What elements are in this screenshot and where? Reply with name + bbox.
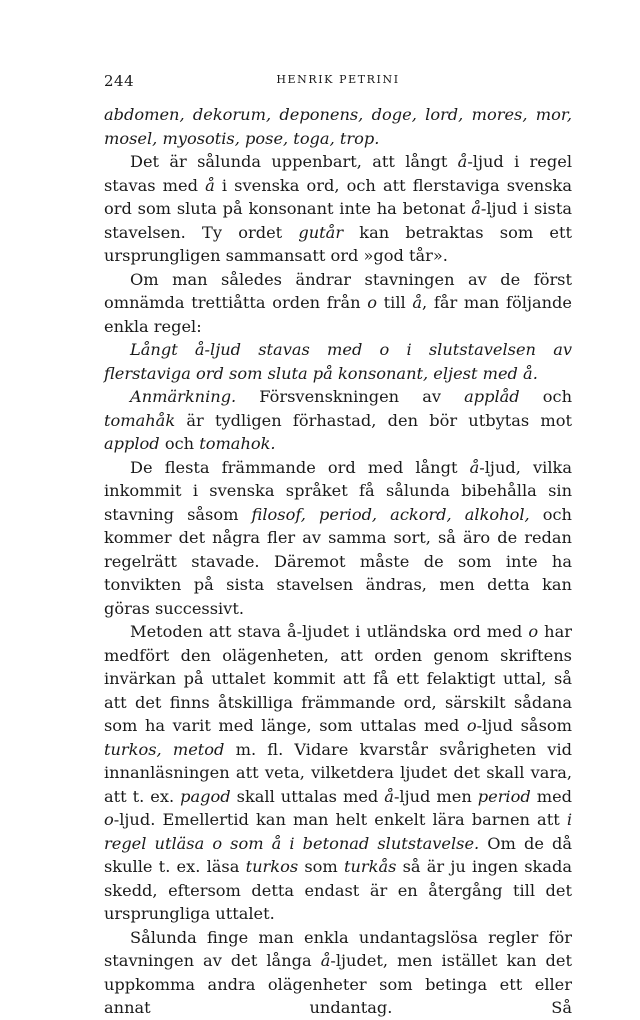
paragraph: Metoden att stava å-ljudet i utländska ord med o har medfört den olägenheten, att orden genom skriftens invärkan på uttalet kommit att få ett felaktigt uttal, så att det finns åtskilliga främmande ord, särskilt sådana som ha varit med länge, som uttalas med o-ljud såsom turkos, metod m. fl. Vidare kvarstår svårigheten vid innanläsningen att veta, vilketdera ljudet det skall vara, att t. ex. pagod skall uttalas med å-ljud men period med o-ljud. Emellertid kan man helt enkelt lära barnen att i regel utläsa o som å i betonad slutstavelse. Om de då skulle t. ex. läsa turkos som turkås så är ju ingen skada skedd, eftersom detta endast är en återgång till det ursprungliga uttalet.: [104, 622, 573, 923]
running-head: HENRIK PETRINI: [276, 73, 400, 86]
paragraph: Långt å-ljud stavas med o i slutstavelsen av flerstaviga ord som sluta på konsonant, eljest med å.: [104, 340, 572, 383]
paragraph: Anmärkning. Försvenskningen av applåd och tomahåk är tydligen förhastad, den bör utbytas mot applod och tomahok.: [104, 387, 573, 453]
page-number: 244: [104, 72, 135, 90]
paragraph: De flesta främmande ord med långt å-ljud, vilka inkommit i svenska språket få sålunda bibehålla sin stavning såsom filosof, period, ackord, alkohol, och kommer det några fler av samma sort, så äro de redan regelrätt stavade. Däremot måste de som inte ha tonvikten på sista stavelsen ändras, men detta kan göras successivt.: [104, 457, 572, 618]
body-text: [104, 103, 572, 1020]
paragraph: abdomen, dekorum, deponens, doge, lord, mores, mor, mosel, myosotis, pose, toga, trop.: [104, 105, 572, 148]
paragraph: Det är sålunda uppenbart, att långt å-ljud i regel stavas med å i svenska ord, och att flerstaviga svenska ord som sluta på konsonant inte ha betonat å-ljud i sista stavelsen. Ty ordet gutår kan betraktas som ett ursprungligen sammansatt ord »god tår».: [104, 152, 572, 265]
page-header: [104, 72, 572, 92]
paragraph: Om man således ändrar stavningen av de först omnämda trettiåtta orden från o till å, får man följande enkla regel:: [104, 269, 572, 336]
paragraph: Sålunda finge man enkla undantagslösa regler för stavningen av det långa å-ljudet, men istället kan det uppkomma andra olägenheter som betinga ett eller annat undantag. Så: [104, 927, 572, 1017]
